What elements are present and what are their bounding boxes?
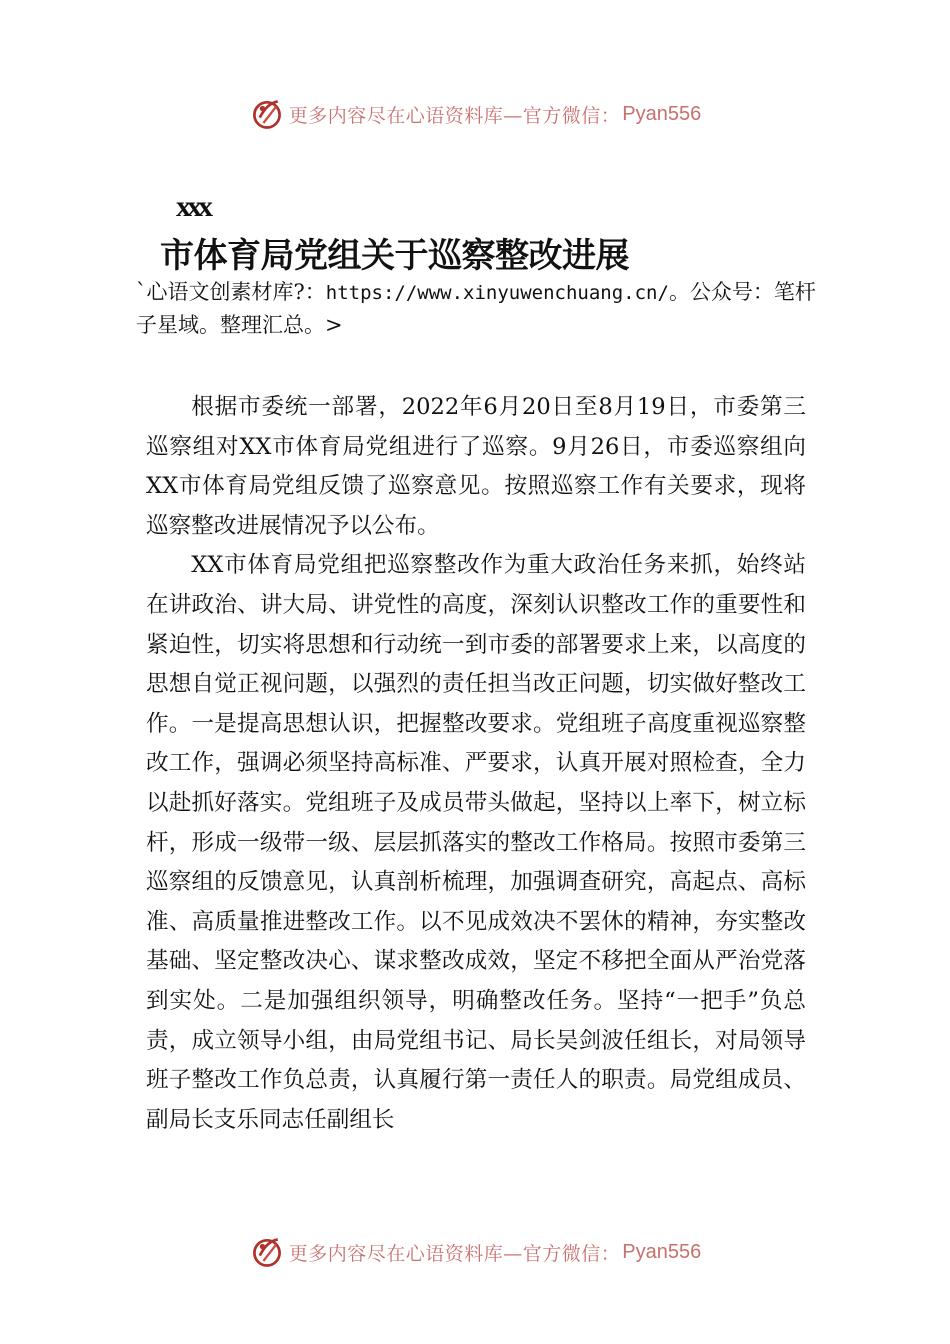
brand-logo-icon [249,96,285,132]
document-body [146,388,806,1140]
header-mark: xxx [176,190,209,223]
watermark-banner-bottom [0,1232,950,1272]
body-paragraph-2: XX市体育局党组把巡察整改作为重大政治任务来抓，始终站在讲政治、讲大局、讲党性的高度，深刻认识整改工作的重要性和紧迫性，切实将思想和行动统一到市委的部署要求上来，以高度的思想自觉正视问题，以强烈的责任担当改正问题，切实做好整改工作。一是提高思想认识，把握整改要求。党组班子高度重视巡察整改工作，强调必须坚持高标准、严要求，认真开展对照检查，全力以赴抓好落实。党组班子及成员带头做起，坚持以上率下，树立标杆，形成一级带一级、层层抓落实的整改工作格局。按照市委第三巡察组的反馈意见，认真剖析梳理，加强调查研究，高起点、高标准、高质量推进整改工作。以不见成效决不罢休的精神，夯实整改基础、坚定整改决心、谋求整改成效，坚定不移把全面从严治党落到实处。二是加强组织领导，明确整改任务。坚持“一把手”负总责，成立领导小组，由局党组书记、局长吴剑波任组长，对局领导班子整改工作负总责，认真履行第一责任人的职责。局党组成员、副局长支乐同志任副组长 [146,552,806,1133]
watermark-account: Pyan556 [622,1240,702,1263]
source-note [136,276,836,341]
watermark-text: 更多内容尽在心语资料库—官方微信： [288,104,621,127]
watermark-account: Pyan556 [622,102,702,125]
source-note-suffix: 。公众号：笔杆子星域。整理汇总。> [136,280,816,337]
watermark-text: 更多内容尽在心语资料库—官方微信： [288,1242,621,1265]
body-paragraph-1: 根据市委统一部署，2022年6月20日至8月19日，市委第三巡察组对XX市体育局党组进行了巡察。9月26日，市委巡察组向XX市体育局党组反馈了巡察意见。按照巡察工作有关要求，现将巡察整改进展情况予以公布。 [146,394,806,539]
document-title: 市体育局党组关于巡察整改进展 [160,236,629,276]
brand-logo-icon [249,1234,285,1270]
watermark-banner-top [0,94,950,134]
source-note-prefix: `心语文创素材库?： [136,280,326,304]
source-url-link[interactable]: https://www.xinyuwenchuang.cn/ [325,282,669,304]
